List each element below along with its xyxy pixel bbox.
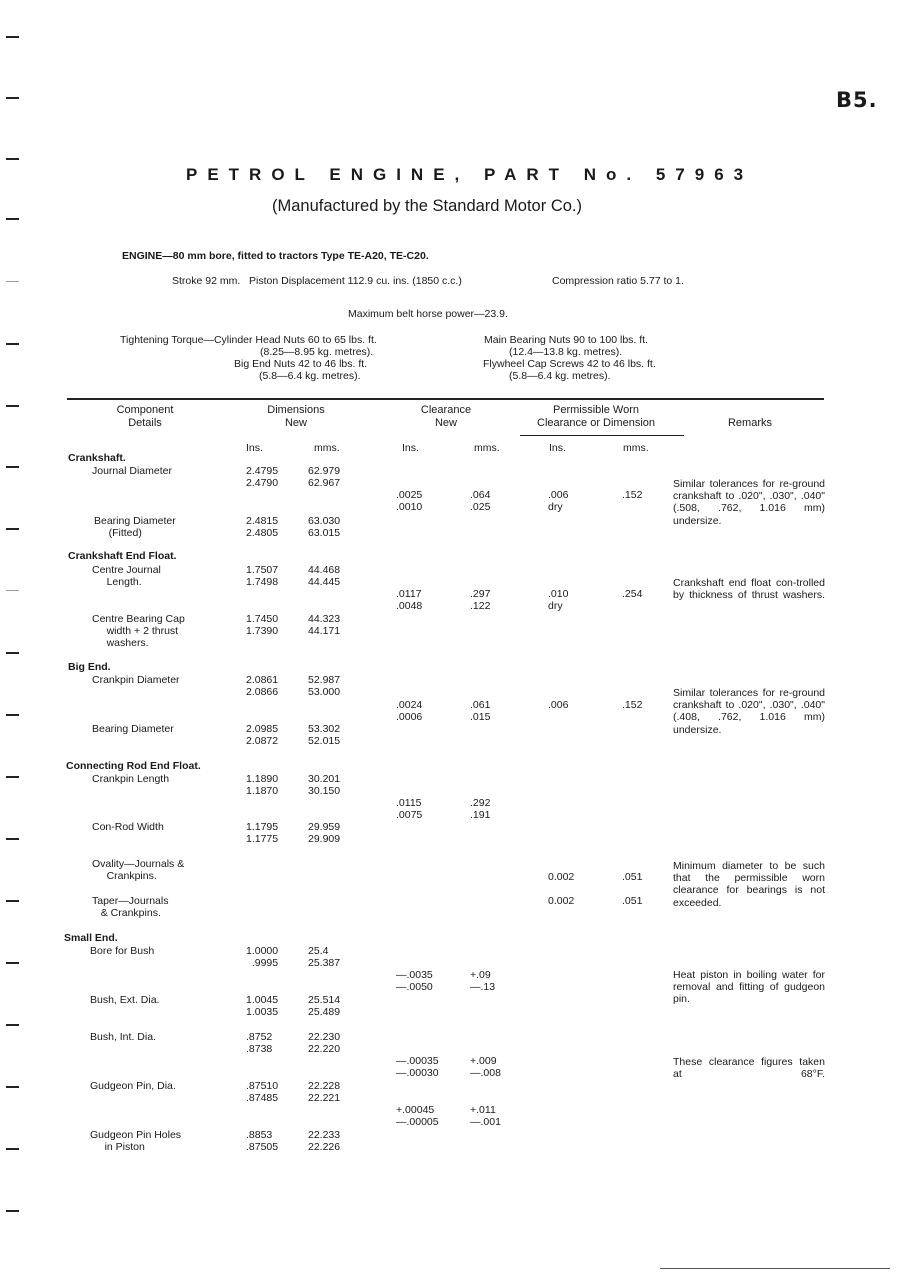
engine-line: ENGINE—80 mm bore, fitted to tractors Type TE-A20, TE-C20. (122, 250, 429, 262)
table-cell: 1.0000 .9995 (246, 945, 279, 970)
page-subtitle: (Manufactured by the Standard Motor Co.) (272, 197, 582, 215)
table-cell: +.011 —.001 (470, 1104, 501, 1129)
component-label: Gudgeon Pin, Dia. (90, 1080, 176, 1092)
table-cell: .292 .191 (470, 797, 491, 822)
table-cell: .006 (548, 699, 569, 711)
table-cell: 2.4815 2.4805 (246, 515, 279, 540)
table-cell: .0024 .0006 (396, 699, 423, 724)
header-text: Clearance or Dimension (537, 416, 655, 429)
table-cell: 0.002 (548, 871, 575, 883)
table-cell: 1.7507 1.7498 (246, 564, 279, 589)
margin-mark (6, 281, 19, 282)
remark-text: Similar tolerances for re-ground crankshaft to .020", .030", .040" (.408, .762, 1.016 mm) undersize. (673, 687, 825, 736)
table-cell: 30.201 30.150 (308, 773, 341, 798)
component-label: Bush, Ext. Dia. (90, 994, 160, 1006)
table-cell: .297 .122 (470, 588, 491, 613)
section-heading: Crankshaft. (68, 452, 126, 464)
page-title: PETROL ENGINE, PART No. 57963 (186, 165, 754, 184)
header-text: Clearance (420, 404, 472, 416)
table-cell: .152 (622, 699, 643, 711)
table-cell: +.009 —.008 (470, 1055, 501, 1080)
header-underline (520, 435, 684, 436)
table-cell: 44.468 44.445 (308, 564, 341, 589)
component-label: Journal Diameter (92, 465, 172, 477)
table-cell: .051 (622, 871, 643, 883)
torque-line: (8.25—8.95 kg. metres). (260, 346, 374, 358)
table-cell: 1.7450 1.7390 (246, 613, 279, 638)
margin-mark (6, 528, 19, 530)
table-cell: .010 dry (548, 588, 569, 613)
header-mms: mms. (314, 442, 340, 454)
header-mms: mms. (474, 442, 500, 454)
table-cell: 0.002 (548, 895, 575, 907)
header-remarks: Remarks (727, 417, 772, 429)
component-label: Centre Journal Length. (92, 564, 161, 589)
margin-mark (6, 36, 19, 38)
remark-text: These clearance figures taken at 68°F. (673, 1056, 825, 1081)
header-text: Dimensions (267, 404, 325, 416)
margin-mark (6, 218, 19, 220)
table-cell: 52.987 53.000 (308, 674, 341, 699)
table-cell: 44.323 44.171 (308, 613, 341, 638)
table-cell: 1.1795 1.1775 (246, 821, 279, 846)
table-cell: .87510 .87485 (246, 1080, 279, 1105)
component-label: Bore for Bush (90, 945, 155, 957)
margin-mark (6, 714, 19, 716)
section-heading: Small End. (64, 932, 118, 944)
table-cell: 25.514 25.489 (308, 994, 341, 1019)
margin-mark (6, 590, 19, 591)
torque-line: (5.8—6.4 kg. metres). (259, 370, 361, 382)
section-heading: Crankshaft End Float. (68, 550, 177, 562)
table-cell: .051 (622, 895, 643, 907)
component-label: Crankpin Diameter (92, 674, 180, 686)
table-cell: .0025 .0010 (396, 489, 423, 514)
margin-mark (6, 158, 19, 160)
section-heading: Big End. (68, 661, 111, 673)
component-label: Ovality—Journals & Crankpins. (92, 858, 185, 883)
table-cell: .006 dry (548, 489, 569, 514)
margin-mark (6, 1210, 19, 1212)
table-cell: 63.030 63.015 (308, 515, 341, 540)
header-permissible-worn (521, 404, 671, 429)
stroke-line: Stroke 92 mm. Piston Displacement 112.9 cu. ins. (1850 c.c.) (172, 275, 462, 287)
component-label: Bearing Diameter (92, 723, 174, 735)
remark-text: Minimum diameter to be such that the permissible worn clearance for bearings is not exceeded. (673, 860, 825, 909)
header-text: Details (128, 416, 162, 429)
component-label: Gudgeon Pin Holes in Piston (90, 1129, 182, 1154)
margin-mark (6, 900, 19, 902)
table-cell: 62.979 62.967 (308, 465, 341, 490)
torque-line: Main Bearing Nuts 90 to 100 lbs. ft. (484, 334, 649, 346)
table-cell: .8752 .8738 (246, 1031, 273, 1056)
page-id: B5. (836, 88, 878, 112)
remark-text: Heat piston in boiling water for removal and fitting of gudgeon pin. (673, 969, 825, 1006)
component-label: Centre Bearing Cap width + 2 thrust washers. (92, 613, 185, 650)
table-cell: 53.302 52.015 (308, 723, 341, 748)
torque-line: Tightening Torque—Cylinder Head Nuts 60 to 65 lbs. ft. (120, 334, 377, 346)
header-dimensions (246, 404, 346, 429)
margin-mark (6, 343, 19, 345)
header-component (95, 404, 195, 429)
torque-line: Flywheel Cap Screws 42 to 46 lbs. ft. (483, 358, 656, 370)
margin-mark (6, 1024, 19, 1026)
header-text: Permissible Worn (553, 404, 639, 416)
table-cell: .0117 .0048 (396, 588, 423, 613)
table-cell: .064 .025 (470, 489, 491, 514)
margin-mark (6, 1148, 19, 1150)
margin-mark (6, 838, 19, 840)
remark-text: Crankshaft end float con-trolled by thickness of thrust washers. (673, 577, 825, 602)
torque-line: (12.4—13.8 kg. metres). (509, 346, 623, 358)
table-cell: 2.0861 2.0866 (246, 674, 279, 699)
margin-mark (6, 652, 19, 654)
table-cell: 25.4 25.387 (308, 945, 341, 970)
component-label: Bearing Diameter (Fitted) (94, 515, 176, 540)
header-text: New (284, 416, 307, 429)
component-label: Con-Rod Width (92, 821, 164, 833)
margin-mark (6, 405, 19, 407)
torque-line: Big End Nuts 42 to 46 lbs. ft. (234, 358, 368, 370)
table-cell: 1.1890 1.1870 (246, 773, 279, 798)
component-label: Crankpin Length (92, 773, 170, 785)
margin-mark (6, 776, 19, 778)
compression-ratio: Compression ratio 5.77 to 1. (552, 275, 684, 287)
header-clearance (396, 404, 496, 429)
scan-edge-line (660, 1268, 890, 1269)
section-heading: Connecting Rod End Float. (66, 760, 201, 772)
table-cell: .152 (622, 489, 643, 501)
header-ins: Ins. (246, 442, 263, 454)
header-text: New (434, 416, 457, 429)
margin-mark (6, 962, 19, 964)
margin-mark (6, 97, 19, 99)
table-cell: —.00035 —.00030 (396, 1055, 439, 1080)
header-ins: Ins. (549, 442, 566, 454)
torque-line: (5.8—6.4 kg. metres). (509, 370, 611, 382)
table-cell: 22.230 22.220 (308, 1031, 341, 1056)
table-cell: 2.4795 2.4790 (246, 465, 279, 490)
table-cell: .061 .015 (470, 699, 491, 724)
table-cell: —.0035 —.0050 (396, 969, 433, 994)
component-label: Bush, Int. Dia. (90, 1031, 156, 1043)
table-cell: 22.228 22.221 (308, 1080, 341, 1105)
remark-text: Similar tolerances for re-ground crankshaft to .020", .030", .040" (.508, .762, 1.016 mm) undersize. (673, 478, 825, 527)
table-cell: 29.959 29.909 (308, 821, 341, 846)
table-top-rule (67, 398, 824, 400)
table-cell: .8853 .87505 (246, 1129, 279, 1154)
margin-mark (6, 1086, 19, 1088)
header-mms: mms. (623, 442, 649, 454)
table-cell: +.09 —.13 (470, 969, 496, 994)
max-horse-power: Maximum belt horse power—23.9. (348, 308, 508, 320)
table-cell: .0115 .0075 (396, 797, 423, 822)
table-cell: 22.233 22.226 (308, 1129, 341, 1154)
table-cell: 2.0985 2.0872 (246, 723, 279, 748)
table-cell: +.00045 —.00005 (396, 1104, 439, 1129)
table-cell: .254 (622, 588, 643, 600)
component-label: Taper—Journals & Crankpins. (92, 895, 169, 920)
header-ins: Ins. (402, 442, 419, 454)
margin-mark (6, 466, 19, 468)
table-cell: 1.0045 1.0035 (246, 994, 279, 1019)
header-text: Component (116, 404, 174, 416)
